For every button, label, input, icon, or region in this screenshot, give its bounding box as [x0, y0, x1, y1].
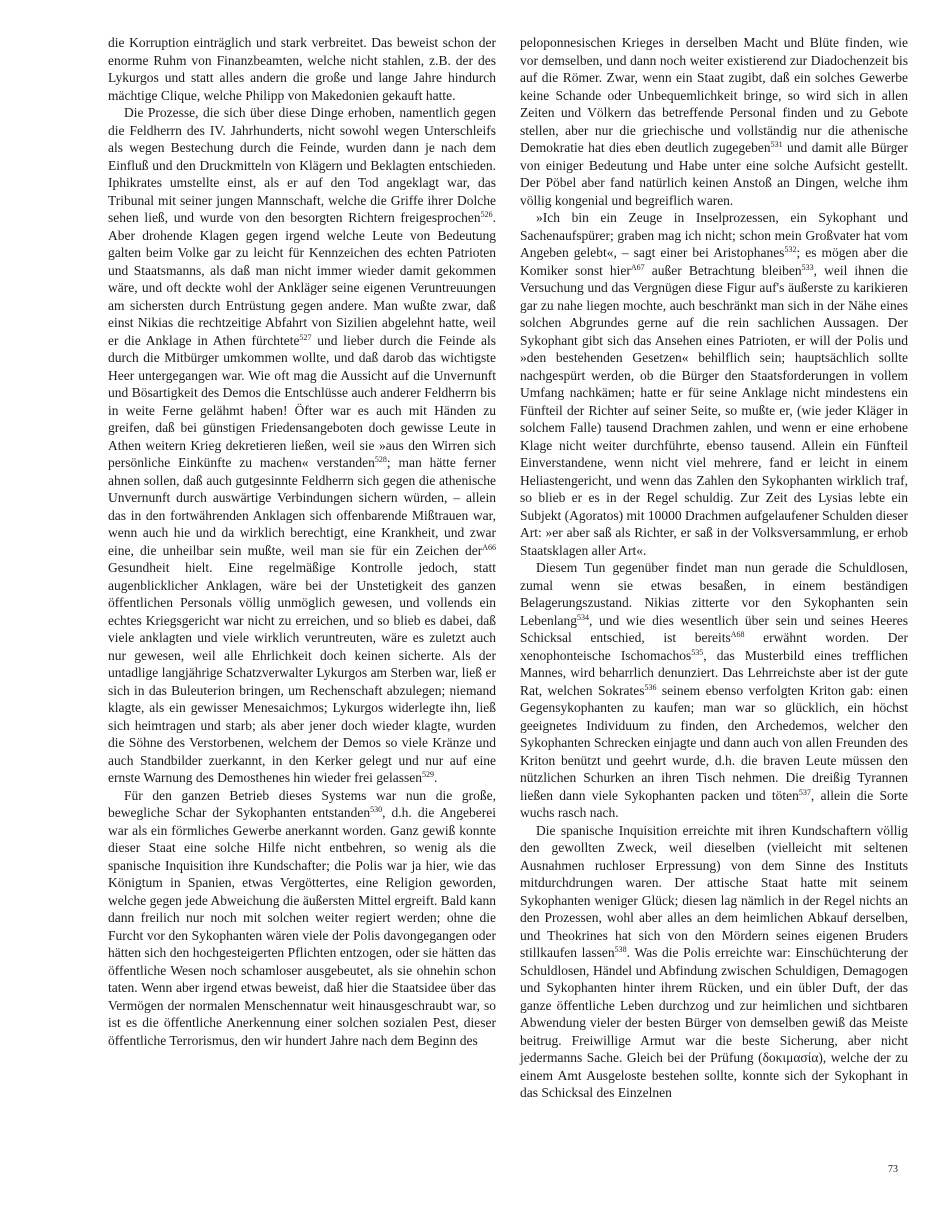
page-number: 73: [888, 1164, 898, 1175]
footnote-marker: 527: [299, 332, 312, 342]
footnote-marker: 531: [770, 140, 783, 149]
footnote-marker: 526: [480, 210, 493, 219]
footnote-marker: 528: [374, 455, 387, 464]
text-columns: [108, 34, 908, 1102]
right-paragraph-1: peloponnesischen Krieges in derselben Macht und Blüte finden, wie vor demselben, und dann noch weiter existierend zur Diadochenzeit bis auf die Römer. Zwar, wenn ein Staat zugibt, daß ein solches Gewerbe keine Schande oder Unbequemlichkeit bringe, so wird sich in allen Zeiten und Völkern das betreffende Personal finden und zu Gebote stellen, aber nur die griechische und vollständig nur die athenische Demokratie hat dies eben deutlich zugegeben$^{531}$ und damit alle Bürger von einiger Bedeutung und Habe unter eine solche Aufsicht gestellt. Der Pöbel aber fand natürlich keinen Anstoß an Dingen, welche ihm völlig kongenial und begreiflich waren.: [520, 35, 908, 208]
left-paragraph-2: Die Prozesse, die sich über diese Dinge erhoben, namentlich gegen die Feldherrn des IV. Jahrhunderts, nicht sowohl wegen Unterschleifs als wegen Bestechung durch die Feinde, wurden dann je nach dem Einfluß und den Druckmitteln von Klägern und Beklagten entschieden. Iphikrates umstellte einst, als er auf den Tod angeklagt war, das Tribunal mit seiner jungen Mannschaft, welche die Griffe ihrer Dolche sehen ließ, und wurde von den besorgten Richtern freigesprochen$^{526}$. Aber drohende Klagen gegen irgend welche Leute von Bedeutung galten beim Volke gar zu leicht für Kennzeichen des echten Patrioten und Staatsmanns, als daß man nicht immer wieder damit gekommen wäre, und oft deckte wohl der Ankläger seine eigenen Veruntreuungen am sichersten durch Entrüstung gegen andere. Man wußte zwar, daß einst Nikias die rechtzeitige Abfahrt von Sizilien abgelehnt hatte, weil er die Anklage in Athen fürchtete$^{527}$ und lieber durch die Feinde als durch die Mitbürger umkommen wollte, und daß darob das wichtigste Heer untergegangen war. Wie oft mag die Aussicht auf die Unvernunft und Bösartigkeit des Demos die Entschlüsse auch anderer Feldherrn bis in weite Ferne gelähmt haben! Öfter war es auch mit Händen zu greifen, daß bei günstigen Friedensangeboten doch gewisse Leute in Athen weitern Krieg dekretieren ließen, weil sie »aus den Wirren sich persönliche Einkünfte zu machen« verstanden$^{528}$; man hätte ferner ahnen sollen, daß auch gutgesinnte Feldherrn sich gegen die athenische Unvernunft durch auswärtige Verbindungen sichern würden, – allein das in den fortwährenden Anklagen sich offenbarende Mißtrauen war, wenn auch hie und da wirklich berechtigt, eine Krankheit, und zwar eine, die unheilbar sein mußte, weil man sie für ein Zeichen der$^{A66}$ Gesundheit hielt. Eine regelmäßige Kontrolle jedoch, statt augenblicklicher Anklagen, wäre bei der Unstetigkeit des ganzen öffentlichen Personals völlig unmöglich gewesen, und vollends ein echtes Kriegsgericht war nicht zu erreichen, und so blieb es dabei, daß viele anklagten und viele wirklich veruntreuten, wäre es zuletzt auch nur gewesen, weil alle Ehrlichkeit doch keinen sicherte. Als der untadlige langjährige Schatzverwalter Lykurgos am Sterben war, ließ er sich in das Buleuterion bringen, um Rechenschaft abzulegen; niemand klagte, als ein gewisser Menesaichmos; Lykurgos widerlegte ihn, ließ sich heimtragen und starb; als aber jener doch wieder klagte, wurden die Söhne des Verstorbenen, welchem der Demos so viele Kränze und auch Standbilder zuerkannt, in den Kerker gelegt und nur auf eine ernste Warnung des Demosthenes hin wieder frei gelassen$^{529}$.: [108, 105, 497, 785]
footnote-marker: 538: [614, 945, 627, 954]
right-column: [520, 34, 908, 1102]
footnote-marker: 530: [370, 805, 383, 814]
right-paragraph-3: Diesem Tun gegenüber findet man nun gerade die Schuldlosen, zumal wenn sie etwas besaßen, in einem beständigen Belagerungszustand. Nikias zitterte vor den Sykophanten sein Lebenlang$^{534}$, und wie dies wesentlich über sein und seines Heeres Schicksal entschied, ist bereits$^{A68}$ erwähnt worden. Der xenophonteische Ischomachos$^{535}$, das Musterbild eines trefflichen Mannes, wird beharrlich denunziert. Das Lehrreichste aber ist der gute Rat, welchen Sokrates$^{536}$ seinem ebenso verfolgten Kriton gab: einen Gegensykophanten zu kaufen; man war so glücklich, ein höchst geeignetes Individuum zu finden, den Archedemos, welcher den Sykophanten Schrecken einjagte und dann auch von allen Freunden des Kriton benützt und geehrt wurde, d.h. die braven Leute müssen den nützlichen Schurken an ihren Tisch nehmen. Die dreißig Tyrannen ließen dann viele Sykophanten packen und töten$^{537}$, allein die Sorte wuchs rasch nach.: [520, 560, 908, 820]
right-paragraph-2: »Ich bin ein Zeuge in Inselprozessen, ein Sykophant und Sachenaufspürer; graben mag ich nicht; schon mein Großvater hat vom Angeben gelebt«, – sagt einer bei Aristophanes$^{532}$; es mögen aber die Komiker sonst hier$^{A67}$ außer Betrachtung bleiben$^{533}$, weil ihnen die Versuchung und das Vergnügen diese Figur auf's äußerste zu karikieren gar zu nahe liegen mochte, auch beschränkt man sich in der Nähe eines solchen Abgrundes gerne auf die rein sachlichen Aussagen. Der Sykophant gibt sich das Ansehen eines Patrioten, er will der Polis und »den bestehenden Gesetzen« behilflich sein; hauptsächlich sollte nachgespürt werden, ob die Bürger den Staatsforderungen in vollem Umfang nachkämen; hatte er für seine Anklage nicht mindestens ein Fünfteil der Richter auf seiner Seite, so mußte er, (wie jeder Kläger in solchem Falle) tausend Drachmen zahlen, und wenn er eine erhobene Klage nicht weiter durchführte, ebenso tausend. Allein ein Fünfteil Einverstandene, wenn nicht viel mehrere, fand er leicht in einem Heliastengericht, und wenn das Zahlen den Sykophanten wirklich traf, so blieb er es in der Regel schuldig. Zur Zeit des Lysias lebte ein Subjekt (Agoratos) mit 10000 Drachmen aufgelaufener Schulden dieser Art: »er aber saß als Richter, er saß in der Volksversammlung, er erhob Staatsklagen aller Art«.: [520, 210, 909, 558]
book-page: [108, 34, 908, 1102]
right-paragraph-4: Die spanische Inquisition erreichte mit ihren Kundschaftern völlig den gewollten Zweck, weil dieselben (vielleicht mit seltenen Ausnahmen ruchloser Erpressung) von dem Sinne des Instituts mitdurchdrungen waren. Der attische Staat hatte mit seinem Sykophanten weniger Glück; diesen lag nämlich in der Regel nichts an den Prozessen, wohl aber alles an dem heimlichen Abkauf derselben, und Theokrines hat sich von den Mördern seines eigenen Bruders stillkaufen lassen$^{538}$. Was die Polis erreichte war: Einschüchterung der Schuldlosen, Händel und Abfindung zwischen Schuldigen, Demagogen und Sykophanten hinter ihrem Rücken, und ein übler Duft, der das ganze öffentliche Leben durchzog und zur heimlichen und sichtbaren Abwendung vieler der besten Bürger von demselben gewiß das Meiste beitrug. Freiwillige Armut war die beste Sicherung, aber nicht jedermanns Sache. Gleich bei der Prüfung (δοκιμασία), welche der zu einem Amt Ausgeloste bestehen sollte, konnte sich der Sykophant in das Schicksal des Einzelnen: [520, 822, 909, 1100]
footnote-marker: 532: [784, 245, 797, 254]
footnote-marker: A68: [730, 630, 745, 639]
footnote-marker: 536: [644, 682, 657, 692]
footnote-marker: 537: [798, 787, 811, 797]
footnote-marker: 529: [421, 770, 434, 779]
footnote-marker: A66: [482, 542, 496, 552]
left-paragraph-1: die Korruption einträglich und stark verbreitet. Das beweist schon der enorme Ruhm von Finanzbeamten, welche nicht stahlen, z.B. der des Lykurgos und statt alles andern die große und lange Jahre hindurch mächtige Clique, welche Philipp von Makedonien gekauft hatte.: [108, 35, 496, 103]
footnote-marker: 533: [801, 262, 814, 272]
footnote-marker: 534: [576, 612, 589, 622]
footnote-marker: 535: [691, 647, 704, 657]
footnote-marker: A67: [630, 262, 645, 272]
left-column: [108, 34, 496, 1102]
left-paragraph-3: Für den ganzen Betrieb dieses Systems war nun die große, bewegliche Schar der Sykophanten entstanden$^{530}$, d.h. die Angeberei war als ein förmliches Gewerbe anerkannt worden. Ganz gewiß konnte dieser Staat eine solche Hilfe nicht entbehren, so wenig als die spanische Inquisition ihre Kundschafter; die Polis war ja hier, wie das Königtum in Spanien, etwas Vergöttertes, eine Religion geworden, welche gegen jede Abweichung die äußersten Mittel ergreift. Bald kann dann freilich nur noch mit solchen weiter regiert werden; ohne die Furcht vor den Sykophanten wären viele der Polis davongegangen oder hätten sich den hochgesteigerten Pflichten entzogen, oder sie hätten das öffentliche Wesen noch schamloser ausgebeutet, als sie ohnehin schon taten. Wenn aber irgend etwas beweist, daß hier die Staatsidee über das Vermögen der normalen Menschennatur weit hinausgeschraubt war, so ist es die öffentliche Anerkennung einer solchen sozialen Pest, dieser öffentliche Terrorismus, den wir hundert Jahre nach dem Beginn des: [108, 787, 496, 1048]
